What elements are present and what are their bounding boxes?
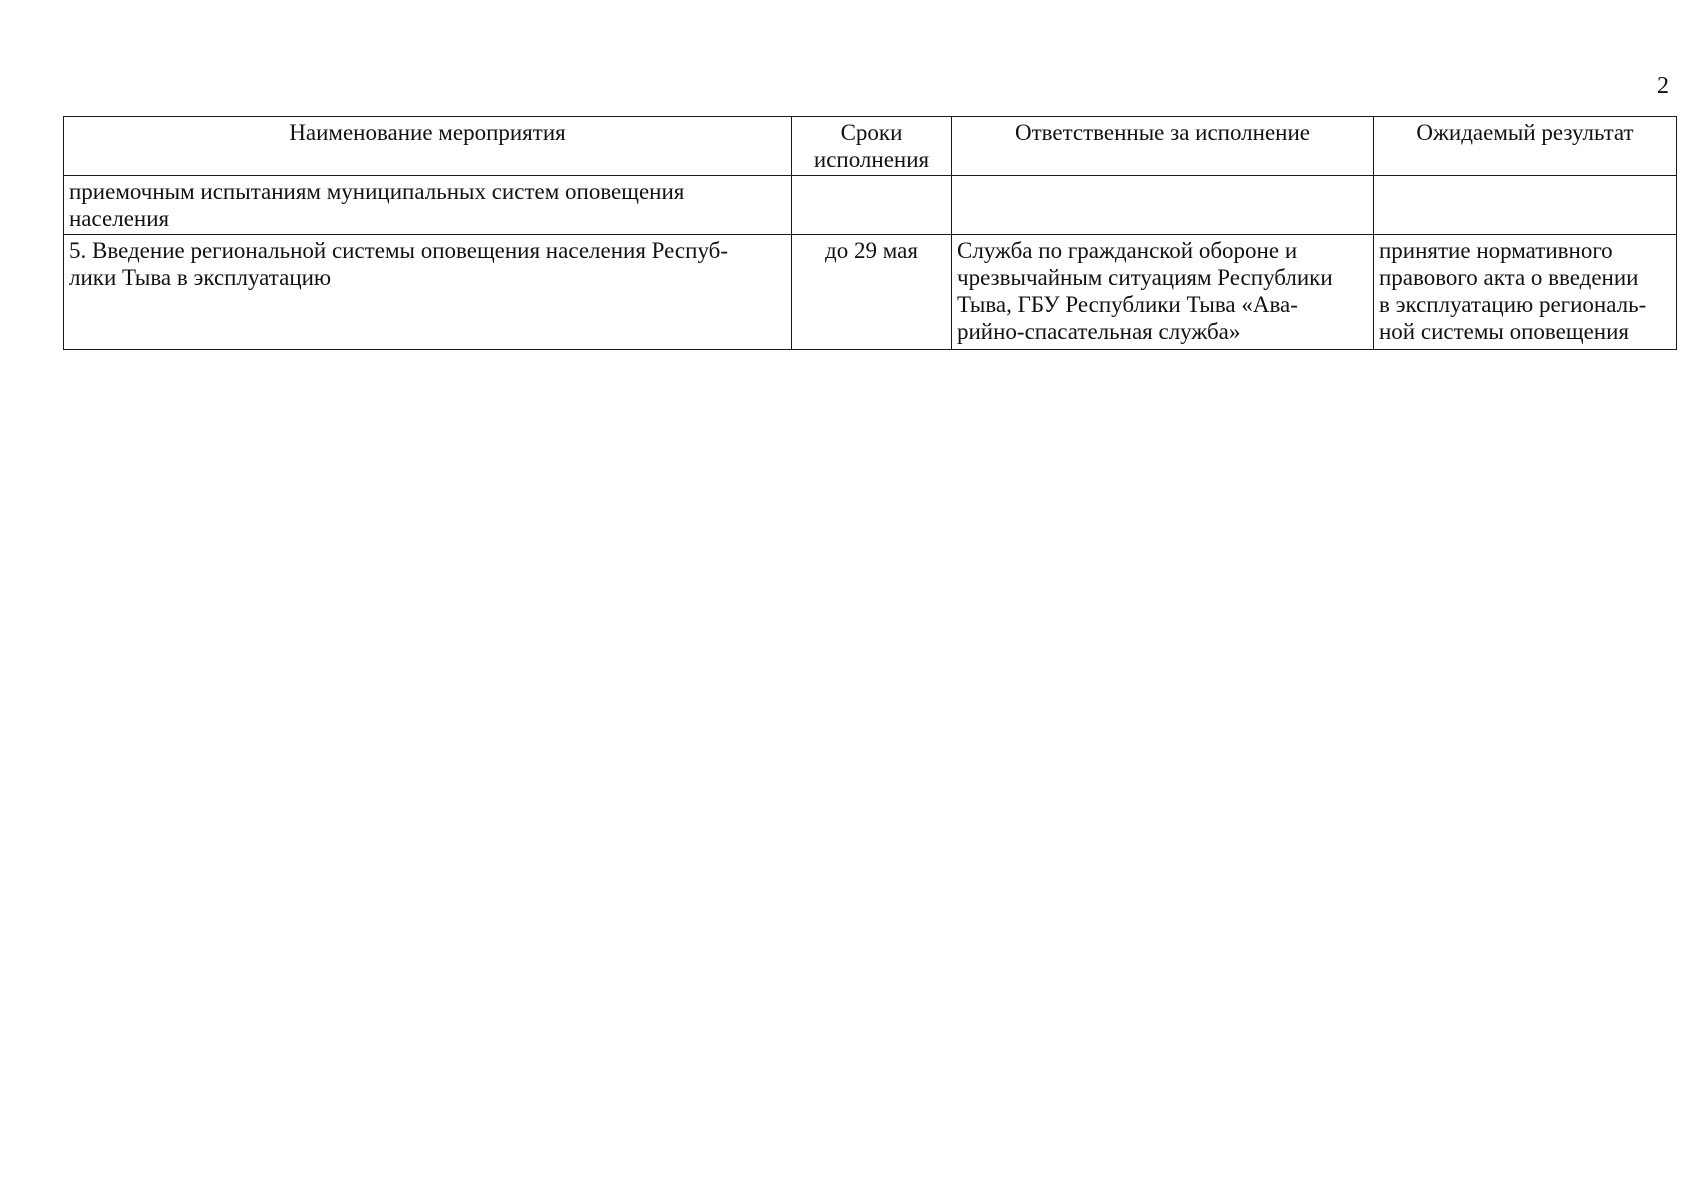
cell-line: населения (69, 206, 170, 231)
cell-responsible (952, 176, 1374, 235)
cell-line: 5. Введение региональной системы оповещения населения Респуб- (69, 238, 729, 263)
cell-line: принятие нормативного (1379, 238, 1613, 263)
cell-deadline: до 29 мая (792, 235, 952, 350)
header-responsible: Ответственные за исполнение (952, 117, 1374, 176)
cell-line: чрезвычайным ситуациям Республики (957, 265, 1333, 290)
header-deadline-line2: исполнения (813, 147, 930, 172)
cell-line: лики Тыва в эксплуатацию (69, 265, 332, 290)
table-row (64, 235, 1677, 350)
cell-line: в эксплуатацию региональ- (1379, 292, 1647, 317)
cell-line: приемочным испытаниям муниципальных систем оповещения (69, 179, 685, 204)
cell-line: ной системы оповещения (1379, 319, 1629, 344)
cell-line: Тыва, ГБУ Республики Тыва «Ава- (957, 292, 1298, 317)
cell-event-name (64, 235, 792, 350)
table-row (64, 176, 1677, 235)
header-deadline-line1: Сроки (840, 120, 903, 145)
cell-line: Служба по гражданской обороне и (957, 238, 1298, 263)
cell-expected-result (1374, 176, 1677, 235)
cell-expected-result (1374, 235, 1677, 350)
cell-deadline (792, 176, 952, 235)
cell-line: рийно-спасательная служба» (957, 319, 1241, 344)
cell-line: правового акта о введении (1379, 265, 1639, 290)
events-table (63, 116, 1677, 350)
header-expected-result: Ожидаемый результат (1374, 117, 1677, 176)
table-header-row (64, 117, 1677, 176)
cell-event-name (64, 176, 792, 235)
page-number: 2 (1657, 73, 1669, 99)
header-deadline (792, 117, 952, 176)
header-event-name: Наименование мероприятия (64, 117, 792, 176)
cell-responsible (952, 235, 1374, 350)
